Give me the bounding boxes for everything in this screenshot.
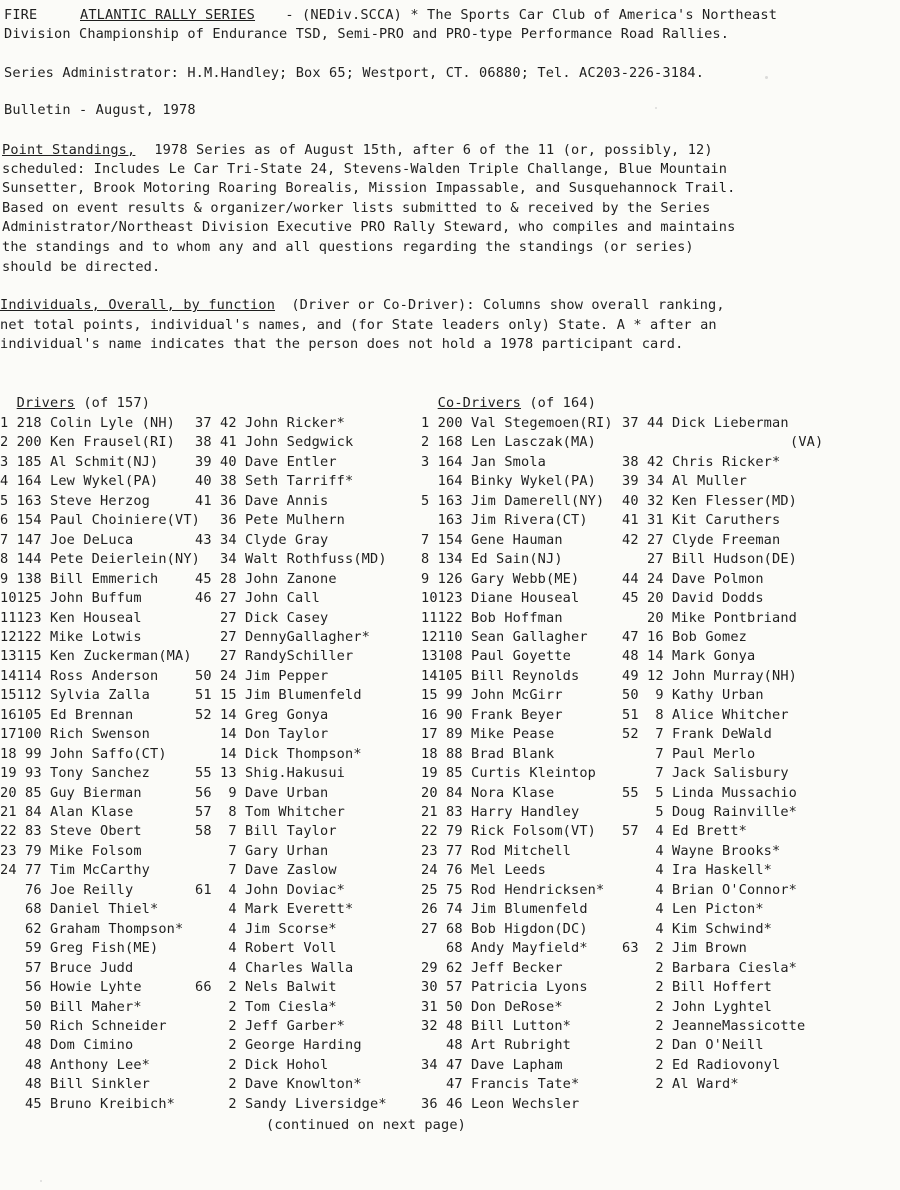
standing-row: 48 Anthony Lee*	[0, 1056, 151, 1073]
standing-row: 10125 John Buffum	[0, 590, 142, 607]
standing-row: 55 5 Linda Mussachio	[622, 784, 798, 801]
standing-row: (VA)	[790, 434, 824, 451]
fire-tag: FIRE	[4, 7, 38, 23]
standing-row: 48 Bill Sinkler	[0, 1076, 151, 1093]
standing-row: 4 Jim Scorse*	[195, 920, 337, 937]
standing-row: 7 Gary Urhan	[195, 842, 329, 859]
standing-row: 24 77 Tim McCarthy	[0, 862, 151, 879]
standing-row: 27 Bill Hudson(DE)	[622, 551, 798, 568]
standing-row: 32 48 Bill Lutton*	[421, 1017, 572, 1034]
standing-row: 27 68 Bob Higdon(DC)	[421, 920, 588, 937]
standing-row: 62 Graham Thompson*	[0, 920, 184, 937]
continued-note: (continued on next page)	[266, 1117, 467, 1133]
standing-row: 15112 Sylvia Zalla	[0, 687, 151, 704]
intro-line-6: the standings and to whom any and all questions regarding the standings (or series)	[2, 239, 694, 255]
standing-row: 49 12 John Murray(NH)	[622, 667, 798, 684]
standing-row: 18 88 Brad Blank	[421, 745, 555, 762]
standing-row: 40 32 Ken Flesser(MD)	[622, 492, 798, 509]
individuals-heading: Individuals, Overall, by function	[0, 297, 276, 313]
standing-row: 1 218 Colin Lyle (NH)	[0, 415, 176, 431]
standing-row: 9 126 Gary Webb(ME)	[421, 570, 580, 587]
standing-row: 12110 Sean Gallagher	[421, 628, 588, 645]
standing-row: 13108 Paul Goyette	[421, 648, 572, 665]
standing-row: 37 44 Dick Lieberman	[622, 415, 789, 431]
standing-row: 58 7 Bill Taylor	[195, 823, 337, 840]
intro-line-5: Administrator/Northeast Division Executive PRO Rally Steward, who compiles and maintains	[2, 219, 736, 235]
header-line2: Division Championship of Endurance TSD, Semi-PRO and PRO-type Performance Road Rallies.	[4, 26, 730, 42]
standing-row: 8 144 Pete Deierlein(NY)	[0, 551, 201, 568]
intro-line-7: should be directed.	[2, 259, 161, 275]
standing-row: 17100 Rich Swenson	[0, 726, 151, 743]
standing-row: 3 185 Al Schmit(NJ)	[0, 453, 159, 470]
standing-row: 51 8 Alice Whitcher	[622, 706, 789, 723]
standing-row: 19 85 Curtis Kleintop	[421, 765, 597, 782]
standing-row: 45 Bruno Kreibich*	[0, 1095, 176, 1112]
standing-row: 14105 Bill Reynolds	[421, 667, 580, 684]
standing-row: 20 85 Guy Bierman	[0, 784, 142, 801]
standing-row: 56 9 Dave Urban	[195, 784, 329, 801]
standing-row: 22 79 Rick Folsom(VT)	[421, 823, 597, 840]
standing-row: 22 83 Steve Obert	[0, 823, 142, 840]
standing-row: 36 46 Leon Wechsler	[421, 1095, 580, 1112]
standing-row: 19 93 Tony Sanchez	[0, 765, 151, 782]
standing-row: 39 40 Dave Entler	[195, 453, 337, 470]
scan-speck	[765, 76, 768, 79]
standing-row: 7 Paul Merlo	[622, 745, 756, 762]
standing-row: 2 Sandy Liversidge*	[195, 1095, 387, 1112]
standing-row: 2 Barbara Ciesla*	[622, 959, 798, 976]
standing-row: 2 JeanneMassicotte	[622, 1017, 806, 1034]
standing-row: 48 Art Rubright	[421, 1037, 572, 1054]
standing-row: 5 163 Steve Herzog	[0, 492, 151, 509]
standing-row: 2 Al Ward*	[622, 1076, 739, 1093]
standing-row: 14114 Ross Anderson	[0, 667, 159, 684]
standing-row: 50 9 Kathy Urban	[622, 687, 764, 704]
standing-row: 17 89 Mike Pease	[421, 726, 555, 743]
standing-row: 8 134 Ed Sain(NJ)	[421, 551, 563, 568]
drivers-heading	[0, 374, 150, 413]
standing-row: 42 27 Clyde Freeman	[622, 531, 781, 548]
standing-row: 30 57 Patricia Lyons	[421, 979, 588, 996]
standing-row: 29 62 Jeff Becker	[421, 959, 563, 976]
standing-row: 38 41 John Sedgwick	[195, 434, 354, 451]
standing-row: 56 Howie Lyhte	[0, 979, 142, 996]
standing-row: 63 2 Jim Brown	[622, 940, 748, 957]
standing-row: 61 4 John Doviac*	[195, 881, 346, 898]
standing-row: 23 77 Rod Mitchell	[421, 842, 572, 859]
standing-row: 5 Doug Rainville*	[622, 804, 798, 820]
standing-row: 12122 Mike Lotwis	[0, 628, 142, 645]
standing-row: 2 Dan O'Neill	[622, 1037, 764, 1054]
standing-row: 45 28 John Zanone	[195, 570, 337, 587]
standing-row: 52 14 Greg Gonya	[195, 706, 329, 723]
standing-row: 2 John Lyghtel	[622, 998, 773, 1015]
standing-row: 68 Daniel Thiel*	[0, 901, 159, 918]
standing-row: 4 164 Lew Wykel(PA)	[0, 473, 159, 490]
standing-row: 44 24 Dave Polmon	[622, 570, 764, 587]
standing-row: 41 36 Dave Annis	[195, 492, 329, 509]
standing-row: 4 Len Picton*	[622, 901, 764, 918]
standing-row: 23 79 Mike Folsom	[0, 842, 142, 859]
standing-row: 15 99 John McGirr	[421, 687, 563, 704]
standing-row: 5 163 Jim Damerell(NY)	[421, 492, 605, 509]
standing-row: 3 164 Jan Smola	[421, 453, 547, 470]
intro-line-4: Based on event results & organizer/worker lists submitted to & received by the Series	[2, 200, 711, 216]
standing-row: 21 83 Harry Handley	[421, 804, 580, 820]
codrivers-heading-label: Co-Drivers	[437, 394, 522, 411]
standing-row: 39 34 Al Muller	[622, 473, 748, 490]
standing-row: 6 154 Paul Choiniere(VT)	[0, 512, 201, 529]
standing-row: 59 Greg Fish(ME)	[0, 940, 159, 957]
drivers-count: (of 157)	[75, 394, 151, 411]
standing-row: 4 Robert Voll	[195, 940, 337, 957]
standing-row: 48 Dom Cimino	[0, 1037, 134, 1054]
standing-row: 14 Dick Thompson*	[195, 745, 362, 762]
header-line1-rest: - (NEDiv.SCCA) * The Sports Car Club of America's Northeast	[277, 7, 778, 23]
standing-row: 20 84 Nora Klase	[421, 784, 555, 801]
scan-speck	[655, 107, 657, 109]
standing-row: 7 154 Gene Hauman	[421, 531, 563, 548]
standing-row: 11122 Bob Hoffman	[421, 609, 563, 626]
standing-row: 4 Kim Schwind*	[622, 920, 773, 937]
standing-row: 50 24 Jim Pepper	[195, 667, 329, 684]
codrivers-heading	[421, 374, 596, 413]
standing-row: 20 Mike Pontbriand	[622, 609, 798, 626]
standing-row: 27 DennyGallagher*	[195, 628, 371, 645]
scan-speck	[40, 1180, 42, 1182]
standing-row: 45 20 David Dodds	[622, 590, 764, 607]
standing-row: 47 Francis Tate*	[421, 1076, 580, 1093]
standing-row: 46 27 John Call	[195, 590, 321, 607]
standing-row: 41 31 Kit Caruthers	[622, 512, 781, 529]
standing-row: 47 16 Bob Gomez	[622, 628, 748, 645]
individuals-line-1: (Driver or Co-Driver): Columns show overall ranking,	[283, 297, 725, 313]
standing-row: 48 14 Mark Gonya	[622, 648, 756, 665]
standing-row: 27 Dick Casey	[195, 609, 329, 626]
standing-row: 2 Dick Hohol	[195, 1056, 329, 1073]
standing-row: 18 99 John Saffo(CT)	[0, 745, 167, 762]
standing-row: 2 200 Ken Frausel(RI)	[0, 434, 176, 451]
standing-row: 57 Bruce Judd	[0, 959, 134, 976]
standing-row: 1 200 Val Stegemoen(RI)	[421, 415, 613, 431]
standing-row: 66 2 Nels Balwit	[195, 979, 337, 996]
standing-row: 34 47 Dave Lapham	[421, 1056, 563, 1073]
standing-row: 31 50 Don DeRose*	[421, 998, 563, 1015]
standing-row: 2 Bill Hoffert	[622, 979, 773, 996]
standing-row: 7 147 Joe DeLuca	[0, 531, 134, 548]
standing-row: 163 Jim Rivera(CT)	[421, 512, 588, 529]
standing-row: 36 Pete Mulhern	[195, 512, 346, 529]
standing-row: 24 76 Mel Leeds	[421, 862, 547, 879]
standing-row: 52 7 Frank DeWald	[622, 726, 773, 743]
standing-row: 7 Jack Salisbury	[622, 765, 789, 782]
standing-row: 26 74 Jim Blumenfeld	[421, 901, 588, 918]
standing-row: 2 Ed Radiovonyl	[622, 1056, 781, 1073]
standing-row: 55 13 Shig.Hakusui	[195, 765, 346, 782]
intro-line-1: 1978 Series as of August 15th, after 6 of the 11 (or, possibly, 12)	[146, 142, 713, 158]
standing-row: 25 75 Rod Hendricksen*	[421, 881, 605, 898]
intro-line-3: Sunsetter, Brook Motoring Roaring Borealis, Mission Impassable, and Susquehannock Trail.	[2, 180, 736, 196]
standing-row: 4 Wayne Brooks*	[622, 842, 781, 859]
intro-line-2: scheduled: Includes Le Car Tri-State 24, Stevens-Walden Triple Challange, Blue Mountain	[2, 161, 728, 177]
standing-row: 4 Ira Haskell*	[622, 862, 773, 879]
standing-row: 2 Tom Ciesla*	[195, 998, 337, 1015]
standing-row: 2 168 Len Lasczak(MA)	[421, 434, 597, 451]
standing-row: 11123 Ken Houseal	[0, 609, 142, 626]
standing-row: 2 George Harding	[195, 1037, 362, 1054]
standing-row: 68 Andy Mayfield*	[421, 940, 588, 957]
admin-line: Series Administrator: H.M.Handley; Box 65; Westport, CT. 06880; Tel. AC203-226-3184.	[4, 65, 705, 81]
standing-row: 9 138 Bill Emmerich	[0, 570, 159, 587]
standing-row: 34 Walt Rothfuss(MD)	[195, 551, 387, 568]
drivers-heading-label: Drivers	[16, 394, 76, 411]
standing-row: 37 42 John Ricker*	[195, 415, 346, 431]
standing-row: 4 Mark Everett*	[195, 901, 354, 918]
standing-row: 16105 Ed Brennan	[0, 706, 134, 723]
standing-row: 10123 Diane Houseal	[421, 590, 580, 607]
individuals-line-3: individual's name indicates that the person does not hold a 1978 participant card.	[0, 336, 684, 352]
standing-row: 164 Binky Wykel(PA)	[421, 473, 597, 490]
standing-row: 13115 Ken Zuckerman(MA)	[0, 648, 192, 665]
standing-row: 51 15 Jim Blumenfeld	[195, 687, 362, 704]
standing-row: 50 Rich Schneider	[0, 1017, 167, 1034]
standing-row: 2 Dave Knowlton*	[195, 1076, 362, 1093]
bulletin-date: Bulletin - August, 1978	[4, 102, 196, 118]
standings-heading: Point Standings,	[2, 142, 136, 158]
standing-row: 4 Brian O'Connor*	[622, 881, 798, 898]
codrivers-count: (of 164)	[521, 394, 597, 411]
standing-row: 21 84 Alan Klase	[0, 804, 134, 820]
standing-row: 50 Bill Maher*	[0, 998, 142, 1015]
standing-row: 4 Charles Walla	[195, 959, 354, 976]
standing-row: 16 90 Frank Beyer	[421, 706, 563, 723]
series-title: ATLANTIC RALLY SERIES	[80, 7, 256, 23]
individuals-line-2: net total points, individual's names, and (for State leaders only) State. A * after an	[0, 317, 717, 333]
standing-row: 57 8 Tom Whitcher	[195, 804, 346, 820]
standing-row: 7 Dave Zaslow	[195, 862, 337, 879]
standing-row: 2 Jeff Garber*	[195, 1017, 346, 1034]
standing-row: 57 4 Ed Brett*	[622, 823, 748, 840]
standing-row: 38 42 Chris Ricker*	[622, 453, 781, 470]
standing-row: 27 RandySchiller	[195, 648, 354, 665]
standing-row: 14 Don Taylor	[195, 726, 329, 743]
standing-row: 43 34 Clyde Gray	[195, 531, 329, 548]
standing-row: 40 38 Seth Tarriff*	[195, 473, 354, 490]
standing-row: 76 Joe Reilly	[0, 881, 134, 898]
